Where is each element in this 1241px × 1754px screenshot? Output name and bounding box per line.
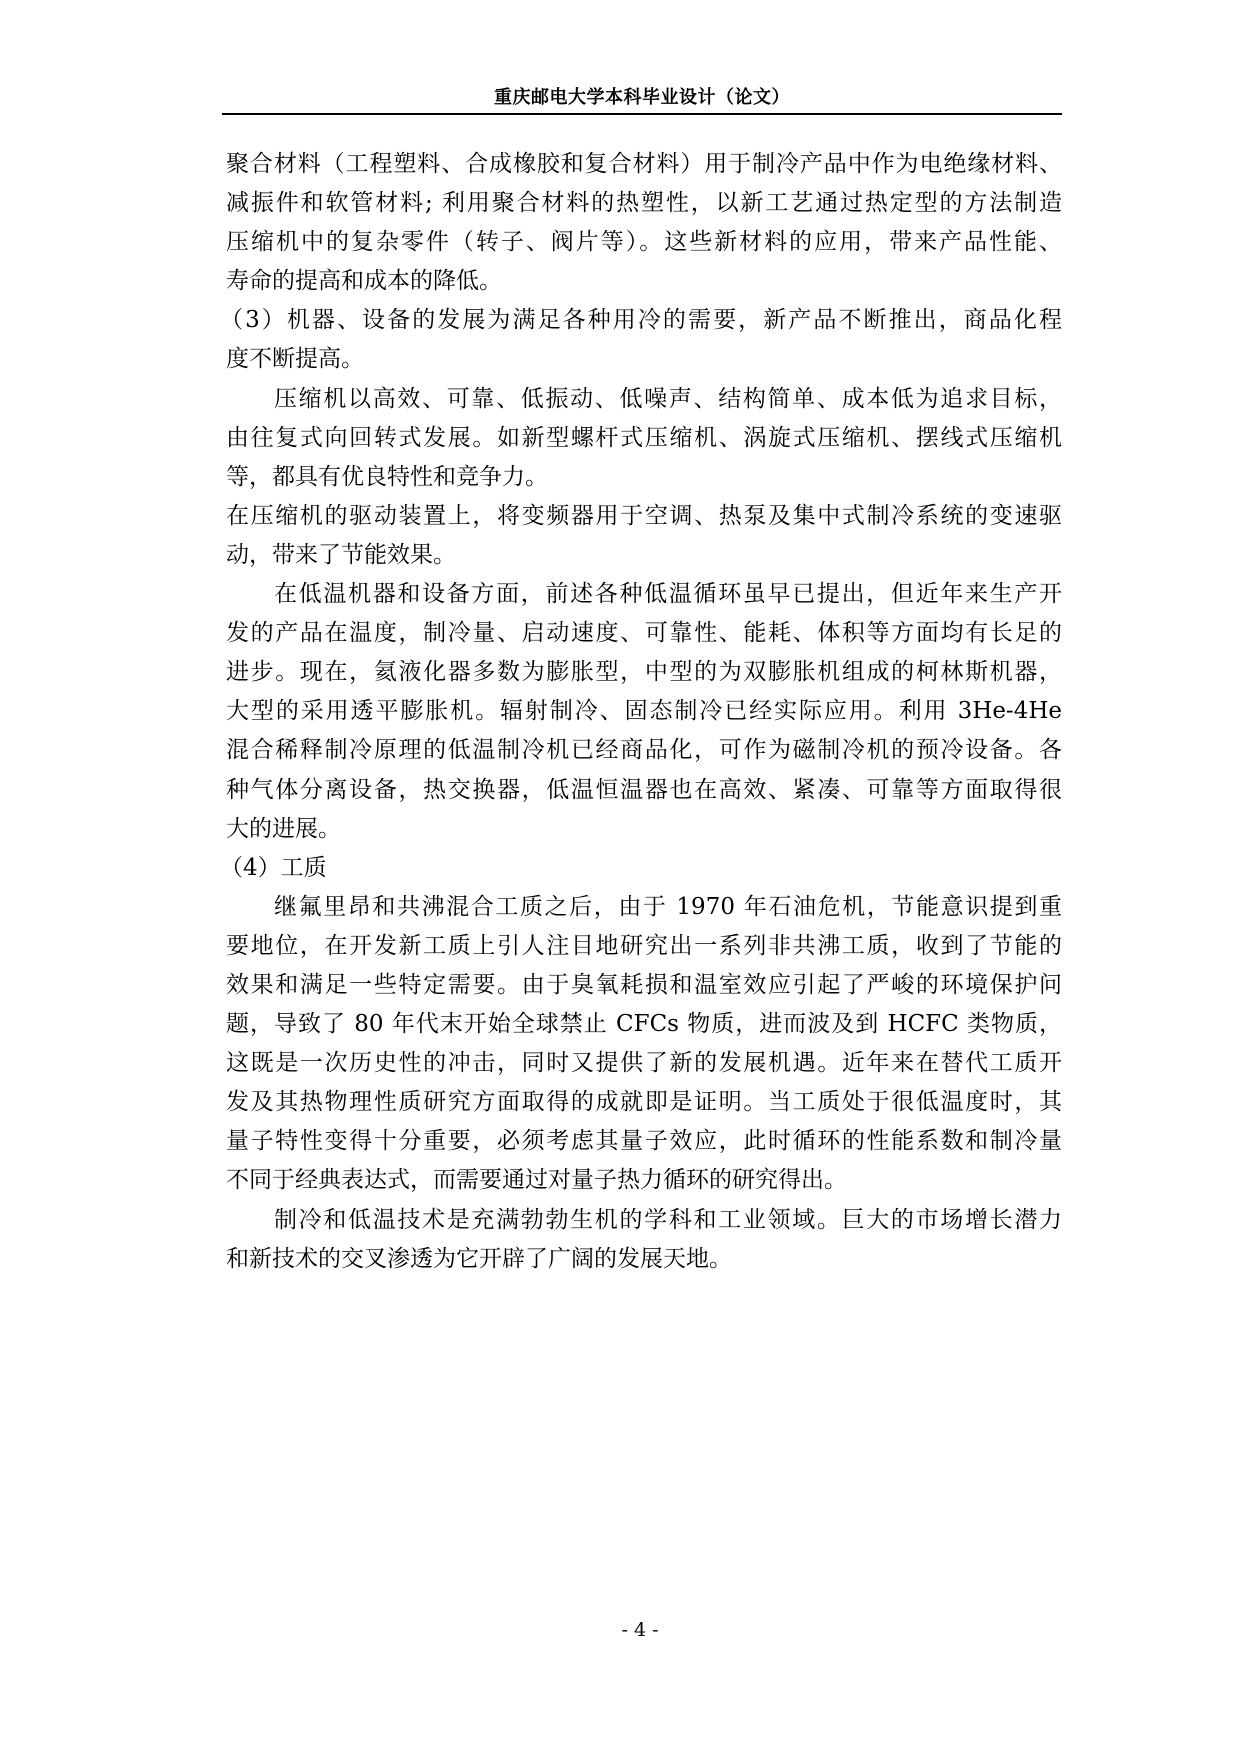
header-rule (222, 113, 1062, 115)
paragraph-line: 进步。现在，氦液化器多数为膨胀型，中型的为双膨胀机组成的柯林斯机器， (226, 659, 1062, 686)
paragraph-line: 混合稀释制冷原理的低温制冷机已经商品化，可作为磁制冷机的预冷设备。各 (226, 737, 1062, 764)
paragraph-line: 量子特性变得十分重要，必须考虑其量子效应，此时循环的性能系数和制冷量 (226, 1128, 1062, 1155)
body-text (220, 145, 1062, 1279)
paragraph-line: 和新技术的交叉渗透为它开辟了广阔的发展天地。 (226, 1245, 732, 1272)
paragraph-line: 大型的采用透平膨胀机。辐射制冷、固态制冷已经实际应用。利用 3He-4He (226, 698, 1062, 725)
paragraph-line: 不同于经典表达式，而需要通过对量子热力循环的研究得出。 (226, 1167, 847, 1194)
paragraph-line: 大的进展。 (226, 815, 341, 842)
paragraph-line: （3）机器、设备的发展为满足各种用冷的需要，新产品不断推出，商品化程 (220, 307, 1062, 334)
paragraph (220, 849, 1062, 888)
page-number: - 4 - (621, 1619, 659, 1641)
paragraph (220, 301, 1062, 379)
paragraph-line: 等，都具有优良特性和竞争力。 (226, 463, 548, 490)
paragraph-line: 聚合材料（工程塑料、合成橡胶和复合材料）用于制冷产品中作为电绝缘材料、 (226, 151, 1062, 177)
paragraph (226, 575, 1062, 849)
paragraph (226, 145, 1062, 301)
paragraph (226, 497, 1062, 575)
paragraph-line: 要地位，在开发新工质上引人注目地研究出一系列非共沸工质，收到了节能的 (226, 932, 1062, 959)
paragraph-line: 度不断提高。 (226, 346, 364, 373)
paragraph-line: 这既是一次历史性的冲击，同时又提供了新的发展机遇。近年来在替代工质开 (226, 1050, 1062, 1077)
paragraph (226, 1201, 1062, 1279)
paragraph-line: 题，导致了 80 年代末开始全球禁止 CFCs 物质，进而波及到 HCFC 类物质， (226, 1011, 1062, 1038)
paragraph-line: 发的产品在温度，制冷量、启动速度、可靠性、能耗、体积等方面均有长足的 (226, 620, 1062, 647)
paragraph-line: 种气体分离设备，热交换器，低温恒温器也在高效、紧凑、可靠等方面取得很 (226, 776, 1062, 803)
paragraph-line: 压缩机以高效、可靠、低振动、低噪声、结构简单、成本低为追求目标， (274, 385, 1062, 412)
paragraph-line: 制冷和低温技术是充满勃勃生机的学科和工业领域。巨大的市场增长潜力 (274, 1206, 1062, 1233)
paragraph-line: 在低温机器和设备方面，前述各种低温循环虽早已提出，但近年来生产开 (274, 581, 1062, 608)
paragraph-line: 压缩机中的复杂零件（转子、阀片等）。这些新材料的应用，带来产品性能、 (226, 229, 1062, 256)
paragraph-line: 在压缩机的驱动装置上，将变频器用于空调、热泵及集中式制冷系统的变速驱 (226, 502, 1062, 529)
paragraph-line: 减振件和软管材料; 利用聚合材料的热塑性，以新工艺通过热定型的方法制造 (226, 190, 1062, 217)
paragraph-line: 发及其热物理性质研究方面取得的成就即是证明。当工质处于很低温度时，其 (226, 1089, 1062, 1116)
paragraph-line: 由往复式向回转式发展。如新型螺杆式压缩机、涡旋式压缩机、摆线式压缩机 (226, 424, 1062, 451)
paragraph-line: 继氟里昂和共沸混合工质之后，由于 1970 年石油危机，节能意识提到重 (274, 893, 1062, 920)
paragraph (226, 888, 1062, 1201)
paragraph-line: （4）工质 (220, 854, 327, 881)
paragraph (226, 380, 1062, 497)
running-header-title: 重庆邮电大学本科毕业设计（论文） (494, 87, 790, 108)
paragraph-line: 效果和满足一些特定需要。由于臭氧耗损和温室效应引起了严峻的环境保护问 (226, 971, 1062, 998)
paragraph-line: 动，带来了节能效果。 (226, 541, 456, 568)
paragraph-line: 寿命的提高和成本的降低。 (226, 268, 502, 295)
